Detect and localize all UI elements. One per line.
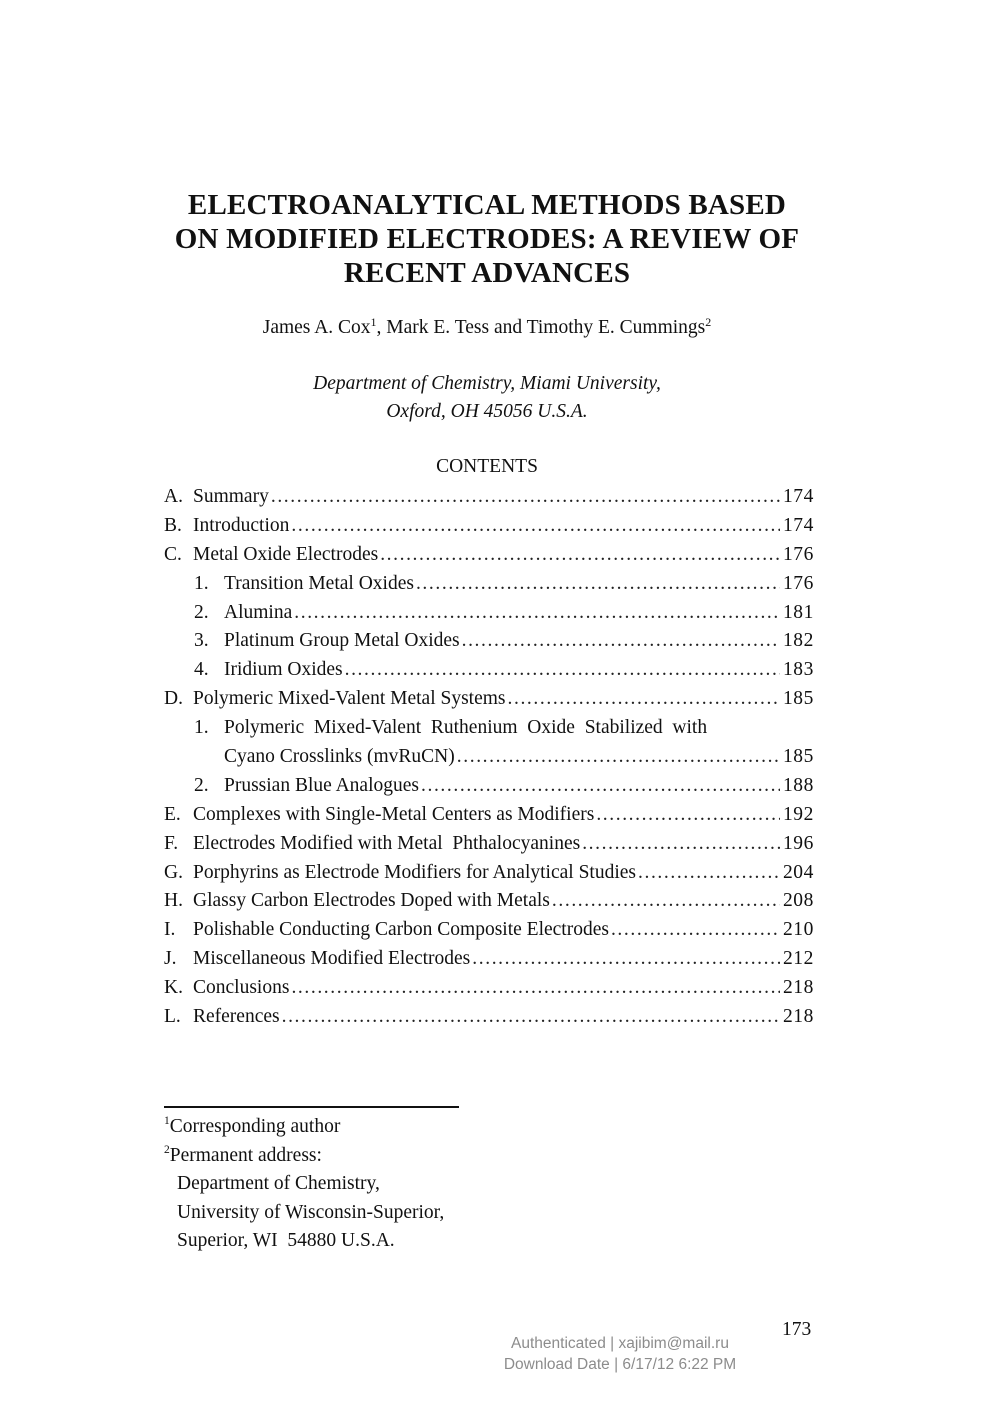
toc-letter: C. xyxy=(164,543,182,565)
toc-title: Cyano Crosslinks (mvRuCN) xyxy=(224,746,455,768)
toc-entry-c3 xyxy=(164,627,814,656)
toc-title: Introduction xyxy=(193,514,290,536)
toc-number: 3. xyxy=(194,630,209,652)
toc-page: 210 xyxy=(782,919,814,941)
affiliation-line-1: Department of Chemistry, Miami University, xyxy=(313,373,661,394)
toc-number: 4. xyxy=(194,659,209,681)
toc-entry-d xyxy=(164,685,814,714)
toc-entry-b xyxy=(164,512,814,541)
page-number: 173 xyxy=(782,1319,812,1340)
toc-title: Platinum Group Metal Oxides xyxy=(224,630,460,652)
toc-letter: G. xyxy=(164,861,183,883)
toc-letter: E. xyxy=(164,803,181,825)
footnote-1 xyxy=(164,1113,444,1142)
footnote-divider xyxy=(164,1106,459,1108)
dot-leader xyxy=(457,743,780,772)
dot-leader xyxy=(291,512,780,541)
dot-leader xyxy=(582,830,780,859)
contents-heading: CONTENTS xyxy=(436,456,538,477)
toc-letter: A. xyxy=(164,486,183,507)
toc-entry-e xyxy=(164,801,814,830)
footnote-1-text: Corresponding author xyxy=(169,1116,341,1137)
toc-number: 2. xyxy=(194,601,209,623)
footnote-2-mark: 2 xyxy=(164,1143,170,1156)
watermark-line-2: Download Date | 6/17/12 6:22 PM xyxy=(503,1356,737,1373)
toc-title: Summary xyxy=(193,486,269,507)
toc-title: Conclusions xyxy=(193,977,290,999)
dot-leader xyxy=(611,916,780,945)
toc-entry-g xyxy=(164,859,814,888)
author-list xyxy=(150,316,824,340)
toc-page: 185 xyxy=(782,746,814,768)
dot-leader xyxy=(552,887,780,916)
toc-title: Metal Oxide Electrodes xyxy=(193,543,379,565)
dot-leader xyxy=(638,859,780,888)
toc-title: Transition Metal Oxides xyxy=(224,572,414,594)
address-line-2: University of Wisconsin-Superior, xyxy=(177,1201,445,1223)
title-line-1: ELECTROANALYTICAL METHODS BASED xyxy=(187,189,787,221)
article-title xyxy=(150,188,824,290)
title-line-3: RECENT ADVANCES xyxy=(343,257,631,289)
toc-entry-i xyxy=(164,916,814,945)
toc-title: References xyxy=(193,1006,280,1028)
toc-entry-d1-line2 xyxy=(164,743,814,772)
toc-entry-c1 xyxy=(164,570,814,599)
toc-page: 212 xyxy=(782,948,814,970)
toc-title: Porphyrins as Electrode Modifiers for Analytical Studies xyxy=(193,861,636,883)
toc-entry-c2 xyxy=(164,599,814,628)
author-1: James A. Cox xyxy=(262,317,371,338)
dot-leader xyxy=(282,1003,780,1032)
dot-leader xyxy=(271,483,780,512)
dot-leader xyxy=(421,772,780,801)
toc-entry-c4 xyxy=(164,656,814,685)
toc-page: 196 xyxy=(782,832,814,854)
toc-entry-d1-line1 xyxy=(164,714,814,743)
toc-page: 181 xyxy=(782,601,814,623)
dot-leader xyxy=(345,656,780,685)
dot-leader xyxy=(291,974,780,1003)
dot-leader xyxy=(416,570,780,599)
dot-leader xyxy=(508,685,780,714)
address-line-1: Department of Chemistry, xyxy=(177,1173,380,1195)
toc-page: 182 xyxy=(782,630,814,652)
toc-page: 174 xyxy=(782,486,814,507)
toc-page: 176 xyxy=(782,543,814,565)
affiliation-line-2: Oxford, OH 45056 U.S.A. xyxy=(386,401,588,422)
toc-entry-l xyxy=(164,1003,814,1032)
dot-leader xyxy=(596,801,780,830)
toc-entry-k xyxy=(164,974,814,1003)
toc-page: 208 xyxy=(782,890,814,912)
footnote-2 xyxy=(164,1142,444,1171)
toc-title: Alumina xyxy=(224,601,293,623)
affiliation xyxy=(150,370,824,426)
toc-title: Polishable Conducting Carbon Composite Electrodes xyxy=(193,919,609,941)
toc-letter: J. xyxy=(164,948,177,970)
toc-title: Glassy Carbon Electrodes Doped with Metals xyxy=(193,890,550,912)
toc-letter: H. xyxy=(164,890,183,912)
toc-title: Polymeric Mixed-Valent Ruthenium Oxide Stabilized with xyxy=(224,717,708,739)
table-of-contents xyxy=(164,483,814,1032)
toc-letter: F. xyxy=(164,832,179,854)
toc-title: Electrodes Modified with Metal Phthalocyanines xyxy=(193,832,581,854)
footnote-2-text: Permanent address: xyxy=(169,1144,322,1166)
address-line-3: Superior, WI 54880 U.S.A. xyxy=(177,1230,395,1252)
toc-letter: L. xyxy=(164,1006,181,1028)
toc-entry-f xyxy=(164,830,814,859)
toc-title: Polymeric Mixed-Valent Metal Systems xyxy=(193,688,506,710)
toc-entry-h xyxy=(164,887,814,916)
toc-number: 1. xyxy=(194,572,209,594)
toc-page: 183 xyxy=(782,659,814,681)
toc-entry-d2 xyxy=(164,772,814,801)
toc-letter: K. xyxy=(164,977,183,999)
toc-entry-a xyxy=(164,483,814,512)
author-3-footnote-mark: 2 xyxy=(705,315,712,329)
toc-title: Miscellaneous Modified Electrodes xyxy=(193,948,471,970)
title-line-2: ON MODIFIED ELECTRODES: A REVIEW OF xyxy=(174,223,800,255)
toc-entry-c xyxy=(164,541,814,570)
toc-page: 204 xyxy=(782,861,814,883)
download-watermark xyxy=(470,1333,770,1375)
toc-number: 2. xyxy=(194,774,209,796)
toc-title: Complexes with Single-Metal Centers as Modifiers xyxy=(193,803,595,825)
toc-letter: I. xyxy=(164,919,176,941)
toc-number: 1. xyxy=(194,717,209,739)
toc-page: 185 xyxy=(782,688,814,710)
toc-page: 174 xyxy=(782,514,814,536)
toc-letter: D. xyxy=(164,688,183,710)
dot-leader xyxy=(472,945,780,974)
dot-leader xyxy=(380,541,780,570)
dot-leader xyxy=(294,599,780,628)
toc-page: 192 xyxy=(782,803,814,825)
watermark-line-1: Authenticated | xajibim@mail.ru xyxy=(511,1335,729,1352)
footnotes xyxy=(164,1113,444,1256)
toc-page: 176 xyxy=(782,572,814,594)
toc-entry-j xyxy=(164,945,814,974)
toc-page: 218 xyxy=(782,977,814,999)
toc-title: Prussian Blue Analogues xyxy=(224,774,419,796)
toc-letter: B. xyxy=(164,514,182,536)
toc-title: Iridium Oxides xyxy=(224,659,343,681)
toc-page: 218 xyxy=(782,1006,814,1028)
author-1-footnote-mark: 1 xyxy=(370,315,377,329)
footnote-1-mark: 1 xyxy=(164,1115,170,1127)
authors-rest: , Mark E. Tess and Timothy E. Cummings xyxy=(376,317,706,338)
toc-page: 188 xyxy=(782,774,814,796)
dot-leader xyxy=(462,627,780,656)
